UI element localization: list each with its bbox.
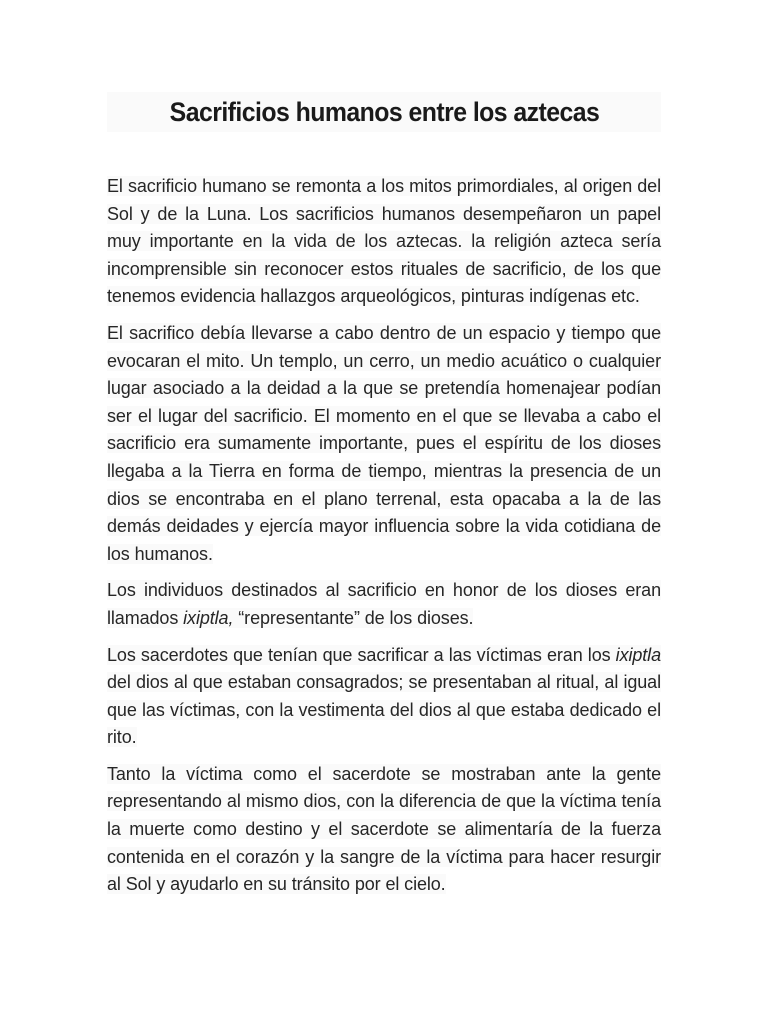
paragraph <box>107 320 661 568</box>
text-segment: El sacrifico debía llevarse a cabo dentro de un espacio y tiempo que evocaran el mito. Un templo, un cerro, un medio acuático o cualquier lugar asociado a la deidad a la que se pretendía homenajear podían ser el lugar del sacrificio. El momento en el que se llevaba a cabo el sacrificio era sumamente importante, pues el espíritu de los dioses llegaba a la Tierra en forma de tiempo, mientras la presencia de un dios se encontraba en el plano terrenal, esta opacaba a la de las demás deidades y ejercía mayor influencia sobre la vida cotidiana de los humanos. <box>107 322 661 564</box>
paragraph-text <box>107 580 661 628</box>
paragraph <box>107 173 661 311</box>
text-segment: El sacrificio humano se remonta a los mitos primordiales, al origen del Sol y de la Luna. Los sacrificios humanos desempeñaron un papel muy importante en la vida de los aztecas. la religión azteca sería incomprensible sin reconocer estos rituales de sacrificio, de los que tenemos evidencia hallazgos arqueológicos, pinturas indígenas etc. <box>107 176 661 307</box>
paragraph-text <box>107 645 661 748</box>
italic-term: ixiptla <box>615 644 661 665</box>
paragraph <box>107 642 661 752</box>
paragraph-text <box>107 176 661 306</box>
text-segment: Los individuos destinados al sacrificio en honor de los dioses eran llamados <box>107 580 661 628</box>
paragraph-text <box>107 323 661 564</box>
document-page <box>107 92 661 908</box>
text-segment: Los sacerdotes que tenían que sacrificar a las víctimas eran los <box>107 644 616 665</box>
document-body <box>107 173 661 899</box>
text-segment: “representante” de los dioses. <box>233 607 474 628</box>
paragraph <box>107 761 661 899</box>
title-band <box>107 92 661 132</box>
text-segment: del dios al que estaban consagrados; se presentaban al ritual, al igual que las víctimas, con la vestimenta del dios al que estaba dedicado el rito. <box>107 672 661 748</box>
paragraph <box>107 577 661 632</box>
italic-term: ixiptla, <box>183 607 234 628</box>
paragraph-text <box>107 764 661 894</box>
text-segment: Tanto la víctima como el sacerdote se mostraban ante la gente representando al mismo dios, con la diferencia de que la víctima tenía la muerte como destino y el sacerdote se alimentaría de la fuerza contenida en el corazón y la sangre de la víctima para hacer resurgir al Sol y ayudarlo en su tránsito por el cielo. <box>107 763 661 895</box>
page-title: Sacrificios humanos entre los aztecas <box>169 96 599 127</box>
